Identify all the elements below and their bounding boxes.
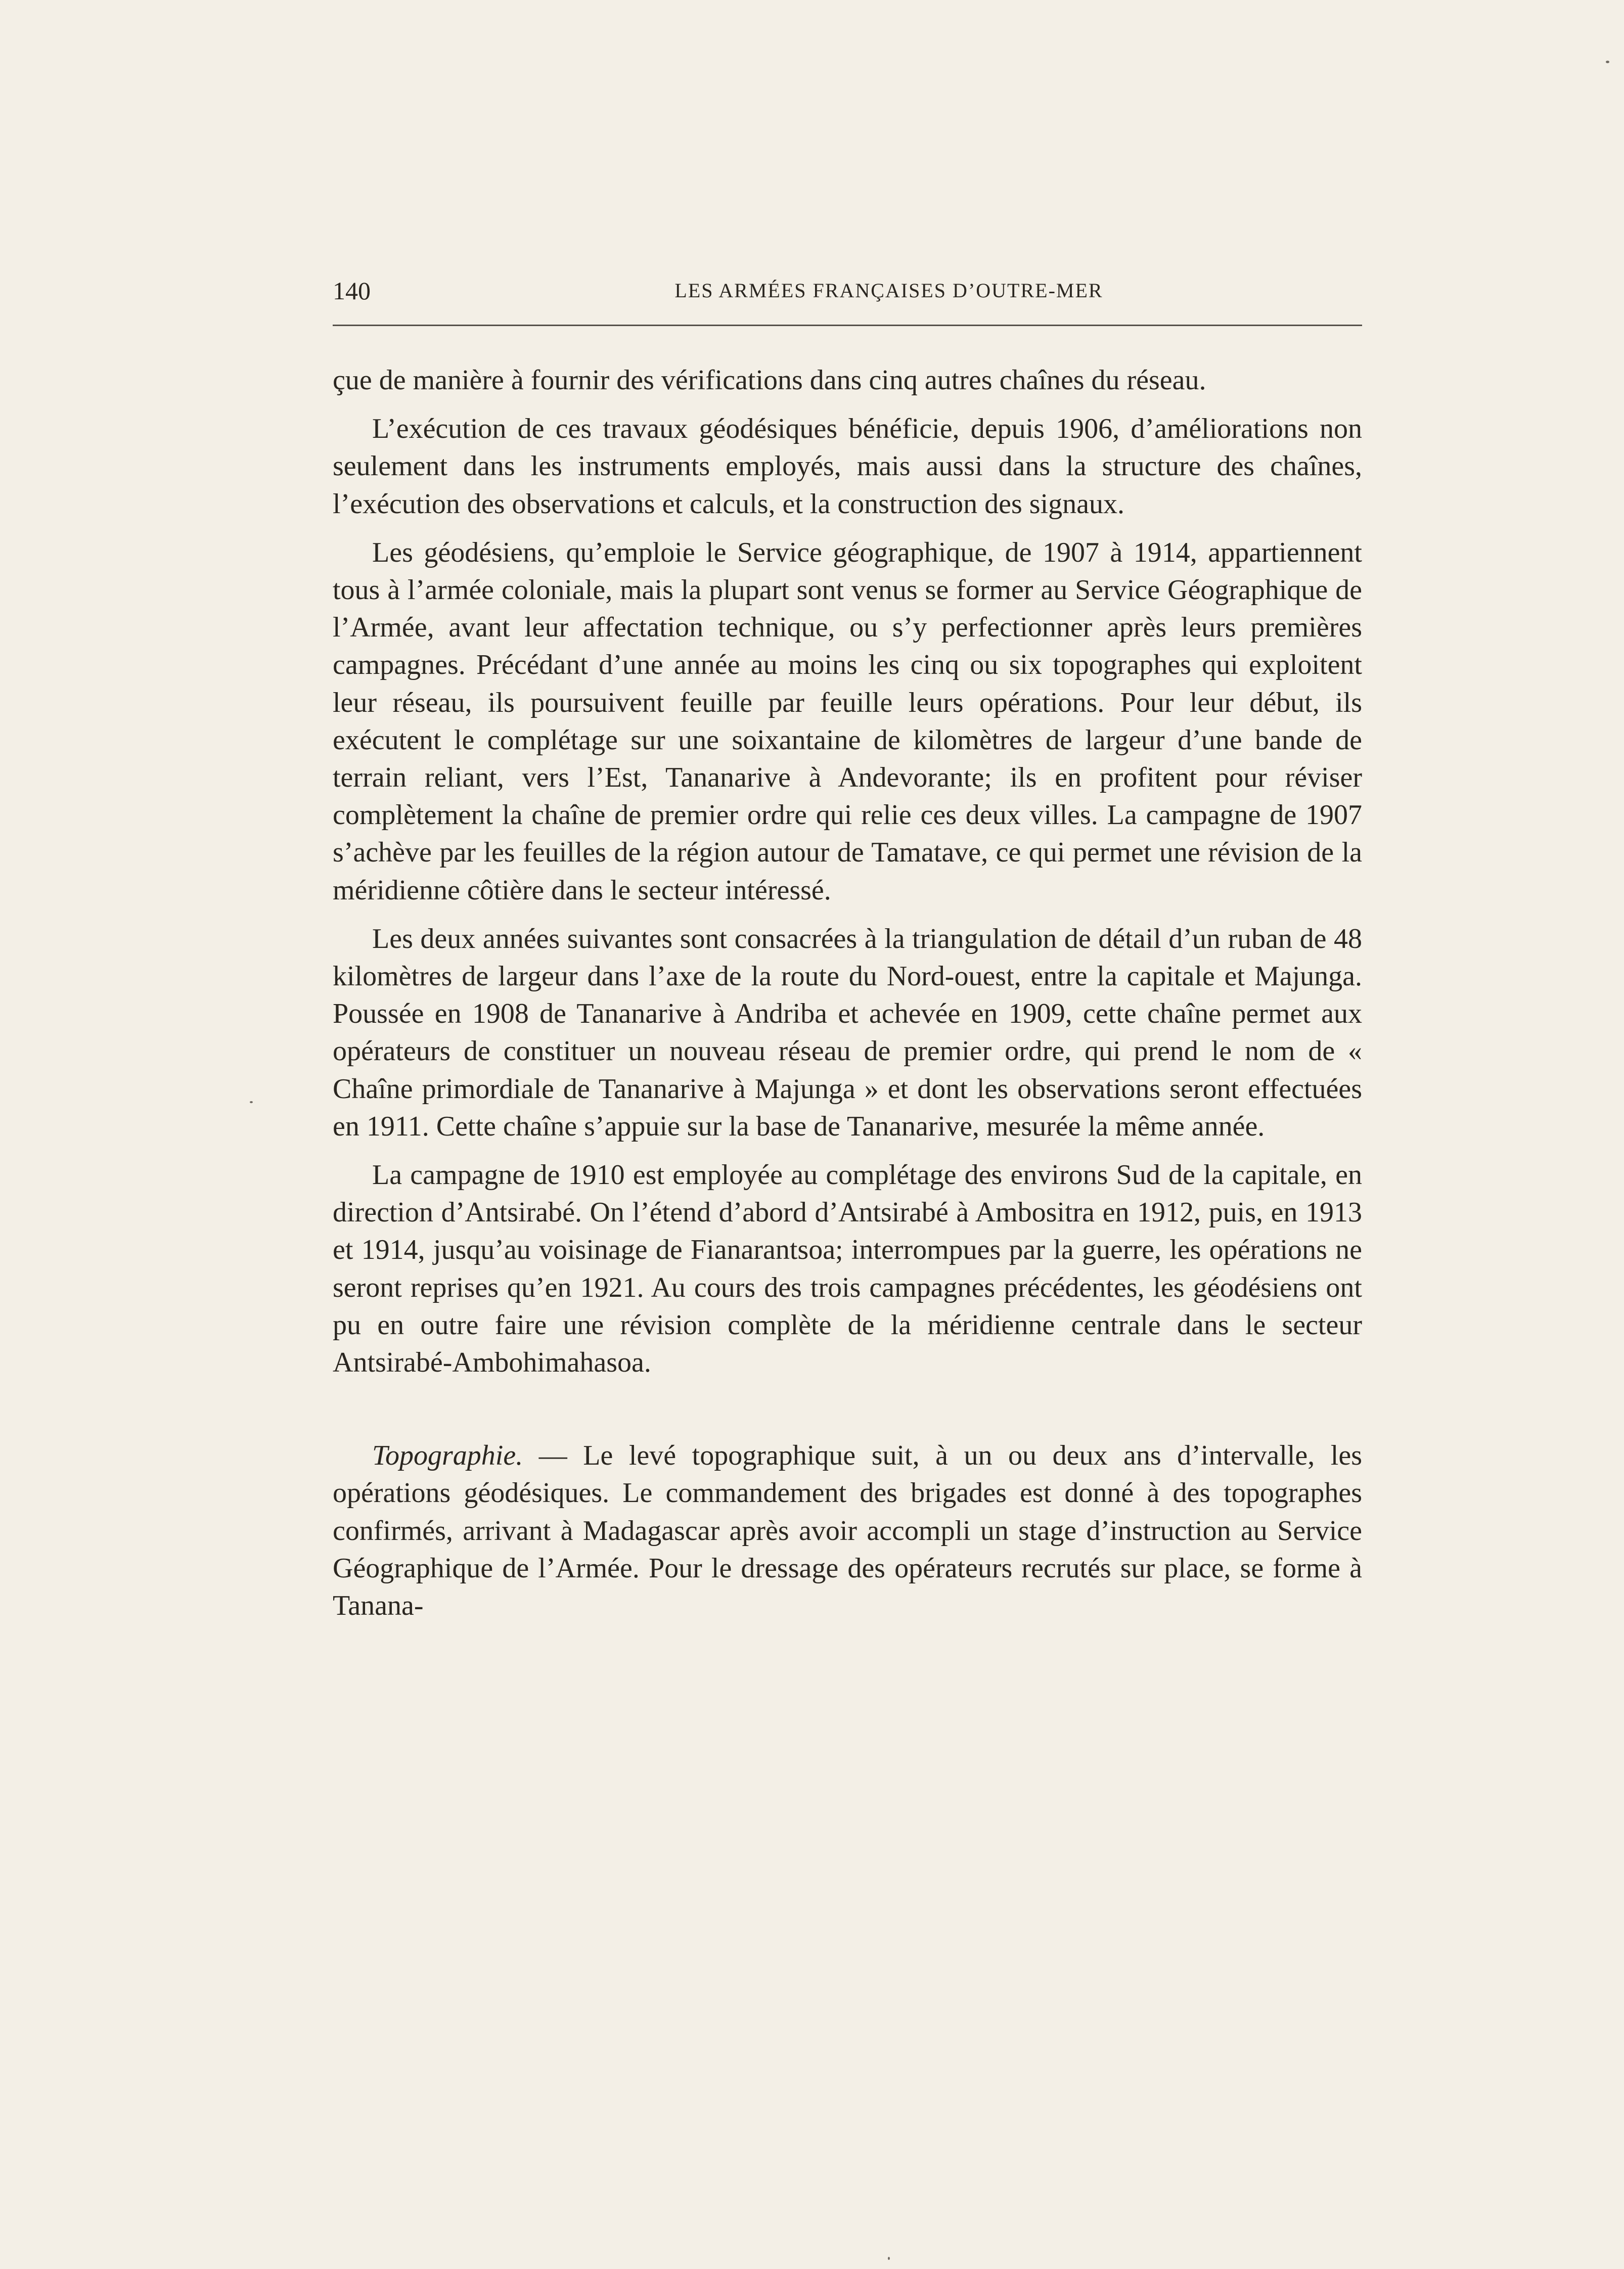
- paragraph-topographie-text: — Le levé topographique suit, à un ou deux ans d’intervalle, les opérations géodésiques. Le commandement des brigades est donné à des topographes confirmés, arrivant à Madagascar après avoir accompli un stage d’instruction au Service Géographique de l’Armée. Pour le dressage des opérateurs recrutés sur place, se forme à Tanana-: [333, 1440, 1362, 1622]
- paragraph-continuation: çue de manière à fournir des vérifications dans cinq autres chaînes du réseau.: [333, 365, 1206, 396]
- paragraph-following-years: Les deux années suivantes sont consacrées à la triangulation de détail d’un ruban de 48 kilomètres de largeur dans l’axe de la route du Nord-ouest, entre la capitale et Majunga. Poussée en 1908 de Tananarive à Andriba et achevée en 1909, cette chaîne permet aux opérateurs de constituer un nouveau réseau de premier ordre, qui prend le nom de « Chaîne primordiale de Tananarive à Majunga » et dont les observations seront effectuées en 1911. Cette chaîne s’appuie sur la base de Tananarive, mesurée la même année.: [333, 923, 1362, 1142]
- paragraph-geodesic-improvements: L’exécution de ces travaux géodésiques bénéficie, depuis 1906, d’améliorations non seulement dans les instruments employés, mais aussi dans la structure des chaînes, l’exécution des observations et calculs, et la construction des signaux.: [333, 413, 1362, 520]
- paragraph-campaign-1910: La campagne de 1910 est employée au complétage des environs Sud de la capitale, en direction d’Antsirabé. On l’étend d’abord d’Antsirabé à Ambositra en 1912, puis, en 1913 et 1914, jusqu’au voisinage de Fianarantsoa; interrompues par la guerre, les opérations ne seront reprises qu’en 1921. Au cours des trois campagnes précédentes, les géodésiens ont pu en outre faire une révision complète de la méridienne centrale dans le secteur Antsirabé-Ambohimahasoa.: [333, 1159, 1362, 1379]
- section-heading-topographie: Topographie.: [372, 1440, 523, 1472]
- paper-speck: [1606, 61, 1609, 63]
- header-rule: [333, 325, 1362, 326]
- body-text: [333, 361, 1362, 1624]
- paper-speck: [888, 2257, 890, 2260]
- page-number: 140: [333, 277, 371, 305]
- paragraph-topographie: [333, 1437, 1362, 1624]
- page-header: [333, 270, 1362, 311]
- paragraph-geodesists: Les géodésiens, qu’emploie le Service géographique, de 1907 à 1914, appartiennent tous à l’armée coloniale, mais la plupart sont venus se former au Service Géographique de l’Armée, avant leur affectation technique, ou s’y perfectionner après leurs premières campagnes. Précédant d’une année au moins les cinq ou six topographes qui exploitent leur réseau, ils poursuivent feuille par feuille leurs opérations. Pour leur début, ils exécutent le complétage sur une soixantaine de kilomètres de largeur d’une bande de terrain reliant, vers l’Est, Tananarive à Andevorante; ils en profitent pour réviser complètement la chaîne de premier ordre qui relie ces deux villes. La campagne de 1907 s’achève par les feuilles de la région autour de Tamatave, ce qui permet une révision de la méridienne côtière dans le secteur intéressé.: [333, 536, 1362, 906]
- running-title: LES ARMÉES FRANÇAISES D’OUTRE-MER: [674, 279, 1103, 302]
- paper-speck: [250, 1101, 253, 1103]
